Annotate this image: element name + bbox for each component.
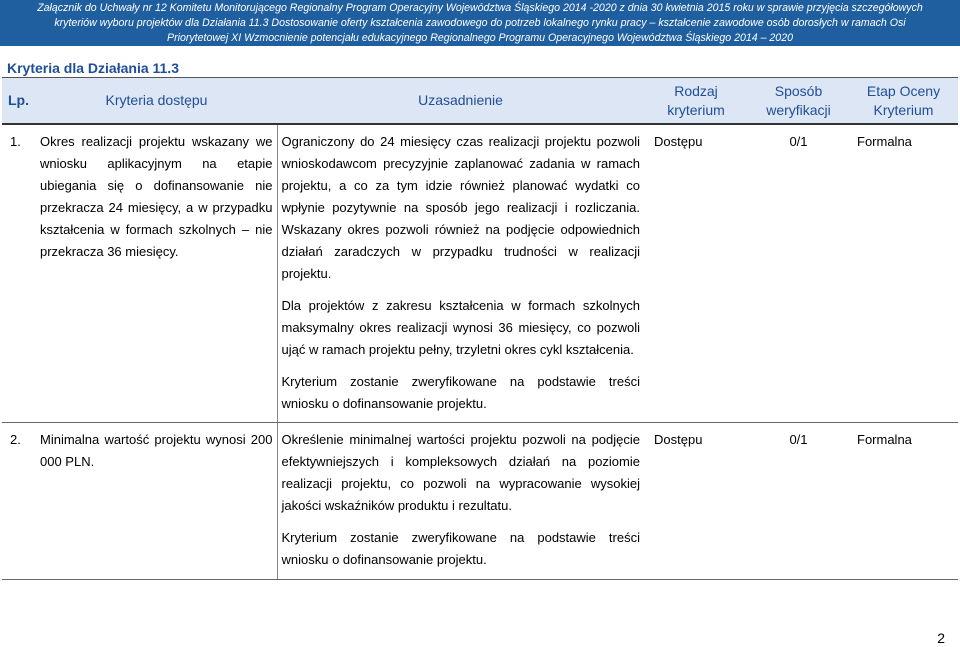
header-method: Sposób weryfikacji <box>748 78 849 125</box>
table-row <box>2 423 958 580</box>
row-lp: 1. <box>2 124 36 423</box>
justification-paragraph: Ograniczony do 24 miesięcy czas realizacji projektu pozwoli wnioskodawcom precyzyjnie zaplanować zadania w ramach projektu, a co za tym idzie również planować wydatki co wpłynie pozytywnie na sposób jego realizacji i rozliczania. Wskazany okres pozwoli również na podjęcie odpowiednich działań zaradczych w przypadku trudności w realizacji projektu. <box>281 134 640 281</box>
row-criterion <box>36 124 277 423</box>
table-row <box>2 124 958 423</box>
section-title: Kryteria dla Działania 11.3 <box>7 60 179 76</box>
criteria-table <box>2 77 958 580</box>
criterion-text: Okres realizacji projektu wskazany we wniosku aplikacyjnym na etapie ubiegania się o dofinansowanie nie przekracza 24 miesięcy, a w przypadku kształcenia w formach szkolnych – nie przekracza 36 miesięcy. <box>40 134 273 259</box>
row-type: Dostępu <box>644 124 748 423</box>
criterion-text: Minimalna wartość projektu wynosi 200 000 PLN. <box>40 432 273 469</box>
header-lp: Lp. <box>2 78 36 125</box>
header-line-3: Priorytetowej XI Wzmocnienie potencjału edukacyjnego Regionalnego Programu Operacyjnego Województwa Śląskiego 2014 – 2020 <box>167 32 793 44</box>
justification-paragraph: Kryterium zostanie zweryfikowane na podstawie treści wniosku o dofinansowanie projektu. <box>281 374 640 411</box>
document-header <box>0 0 960 46</box>
table-header-row <box>2 78 958 125</box>
row-justification <box>277 423 644 580</box>
row-lp: 2. <box>2 423 36 580</box>
row-type: Dostępu <box>644 423 748 580</box>
page-number: 2 <box>937 630 945 646</box>
header-justification: Uzasadnienie <box>277 78 644 125</box>
header-line-2: kryteriów wyboru projektów dla Działania 11.3 Dostosowanie oferty kształcenia zawodowego do potrzeb lokalnego rynku pracy – kształcenie zawodowe osób dorosłych w ramach Osi <box>54 17 906 29</box>
row-criterion <box>36 423 277 580</box>
row-method: 0/1 <box>748 423 849 580</box>
header-stage: Etap Oceny Kryterium <box>849 78 958 125</box>
row-stage: Formalna <box>849 423 958 580</box>
row-stage: Formalna <box>849 124 958 423</box>
justification-paragraph: Kryterium zostanie zweryfikowane na podstawie treści wniosku o dofinansowanie projektu. <box>281 530 640 567</box>
row-method: 0/1 <box>748 124 849 423</box>
justification-paragraph: Dla projektów z zakresu kształcenia w formach szkolnych maksymalny okres realizacji wynosi 36 miesięcy, co pozwoli ująć w ramach projektu pełny, trzyletni okres cykl kształcenia. <box>281 298 640 357</box>
row-justification <box>277 124 644 423</box>
header-line-1: Załącznik do Uchwały nr 12 Komitetu Monitorującego Regionalny Program Operacyjny Województwa Śląskiego 2014 -2020 z dnia 30 kwietnia 2015 roku w sprawie przyjęcia szczegółowych <box>37 2 923 14</box>
header-criteria: Kryteria dostępu <box>36 78 277 125</box>
justification-paragraph: Określenie minimalnej wartości projektu pozwoli na podjęcie efektywniejszych i kompleksowych działań na poziomie realizacji projektu, co pozwoli na wypracowanie wysokiej jakości wskaźników produktu i rezultatu. <box>281 432 640 513</box>
header-type: Rodzaj kryterium <box>644 78 748 125</box>
